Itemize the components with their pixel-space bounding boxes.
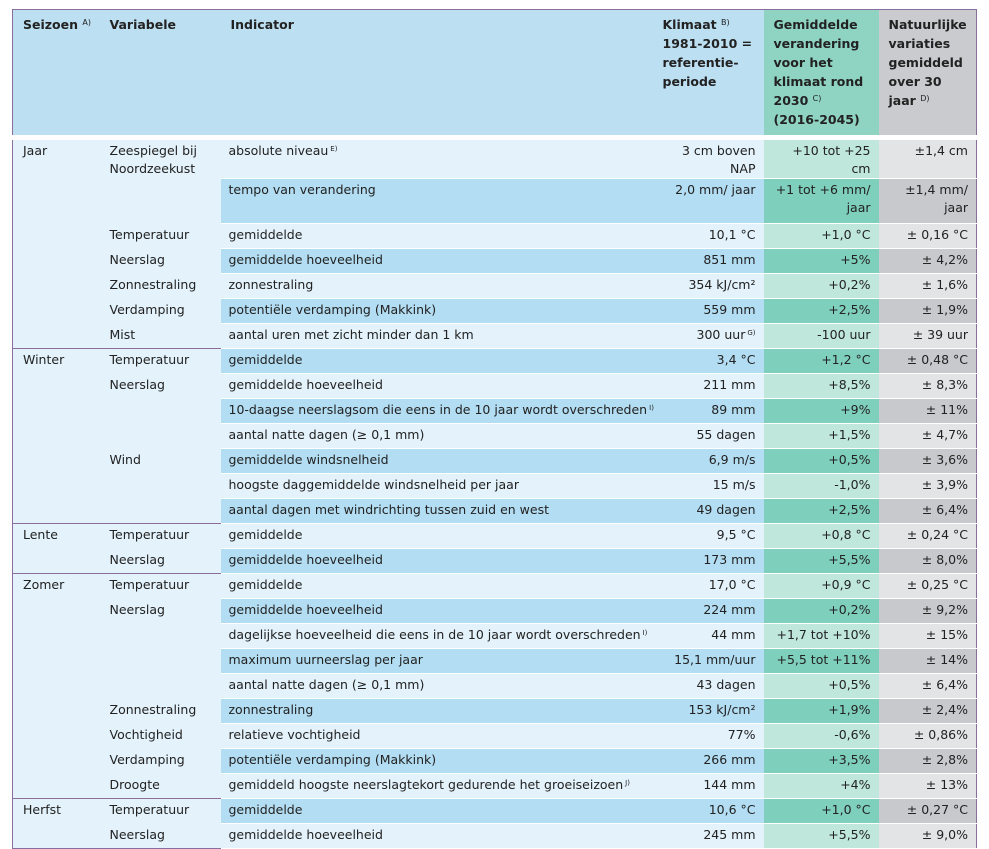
climate-value-cell (653, 499, 764, 524)
header-indicator: Indicator (221, 10, 653, 138)
natural-variation-cell: ± 0,48 °C (879, 349, 977, 374)
header-climate: Klimaat $^{B)}$ 1981-2010 = referentie-periode (653, 10, 764, 138)
change-value-cell: +5% (764, 249, 879, 274)
natural-variation-cell: ± 6,4% (879, 674, 977, 699)
climate-value: 89 mm (711, 402, 756, 417)
indicator-cell (221, 324, 653, 349)
table-row (13, 224, 977, 249)
indicator-cell (221, 474, 653, 499)
table-row (13, 549, 977, 574)
variable-cell: Verdamping (100, 299, 221, 324)
climate-value-cell (653, 399, 764, 424)
indicator-text: aantal natte dagen (≥ 0,1 mm) (228, 677, 425, 692)
change-value-cell: +1,5% (764, 424, 879, 449)
natural-variation-cell: ± 0,25 °C (879, 574, 977, 599)
indicator-cell (221, 574, 653, 599)
header-change: Gemiddelde verandering voor het klimaat rond 2030 $^{C)}$ (2016-2045) (764, 10, 879, 138)
climate-value: 245 mm (703, 827, 756, 842)
climate-value-cell (653, 774, 764, 799)
variable-cell: Neerslag (100, 374, 221, 449)
footnote-marker: I) (642, 629, 648, 637)
natural-variation-cell: ± 2,4% (879, 699, 977, 724)
climate-value-cell (653, 674, 764, 699)
indicator-cell (221, 699, 653, 724)
indicator-cell (221, 674, 653, 699)
change-value-cell: +0,5% (764, 674, 879, 699)
change-value-cell: +9% (764, 399, 879, 424)
climate-value-cell (653, 524, 764, 549)
indicator-cell (221, 274, 653, 299)
table-row (13, 749, 977, 774)
natural-variation-cell: ± 3,9% (879, 474, 977, 499)
climate-value: 49 dagen (696, 502, 756, 517)
variable-cell: Temperatuur (100, 349, 221, 374)
natural-variation-cell: ± 6,4% (879, 499, 977, 524)
season-cell: Zomer (13, 574, 100, 799)
variable-cell: Neerslag (100, 549, 221, 574)
climate-value: 10,1 °C (708, 227, 756, 242)
climate-value: 354 kJ/cm² (688, 277, 756, 292)
change-value-cell: +5,5% (764, 549, 879, 574)
indicator-cell (221, 624, 653, 649)
climate-value: 3 cm boven NAP (681, 143, 756, 176)
indicator-text: gemiddelde hoeveelheid (228, 552, 383, 567)
climate-value-cell (653, 374, 764, 399)
climate-value-cell (653, 449, 764, 474)
change-value-cell: +5,5 tot +11% (764, 649, 879, 674)
change-value-cell: +3,5% (764, 749, 879, 774)
change-value-cell: +0,2% (764, 274, 879, 299)
natural-variation-cell: ± 1,6% (879, 274, 977, 299)
indicator-cell (221, 374, 653, 399)
climate-value-cell (653, 138, 764, 179)
table-row (13, 374, 977, 399)
climate-value: 3,4 °C (716, 352, 756, 367)
natural-variation-cell: ± 15% (879, 624, 977, 649)
indicator-cell (221, 138, 653, 179)
variable-cell: Neerslag (100, 599, 221, 699)
table-row (13, 799, 977, 824)
indicator-cell (221, 349, 653, 374)
indicator-cell (221, 599, 653, 624)
indicator-cell (221, 649, 653, 674)
change-value-cell: +1,7 tot +10% (764, 624, 879, 649)
indicator-cell (221, 549, 653, 574)
indicator-cell (221, 799, 653, 824)
indicator-text: gemiddelde hoeveelheid (228, 602, 383, 617)
variable-cell: Verdamping (100, 749, 221, 774)
climate-value: 559 mm (703, 302, 756, 317)
header-natural: Natuurlijke variaties gemiddeld over 30 jaar $^{D)}$ (879, 10, 977, 138)
climate-value-cell (653, 574, 764, 599)
indicator-cell (221, 399, 653, 424)
indicator-text: zonnestraling (228, 277, 314, 292)
footnote-marker: J) (625, 779, 630, 787)
change-value-cell: +0,5% (764, 449, 879, 474)
natural-variation-cell: ± 8,0% (879, 549, 977, 574)
indicator-text: maximum uurneerslag per jaar (228, 652, 423, 667)
climate-value-cell (653, 299, 764, 324)
climate-value: 2,0 mm/ jaar (675, 182, 756, 197)
natural-variation-cell: ± 0,16 °C (879, 224, 977, 249)
change-value-cell: +1 tot +6 mm/ jaar (764, 179, 879, 224)
header-season: Seizoen $^{A)}$ (13, 10, 100, 138)
indicator-text: gemiddelde (228, 227, 303, 242)
climate-table (12, 9, 977, 849)
climate-value: 851 mm (703, 252, 756, 267)
natural-variation-cell: ± 14% (879, 649, 977, 674)
natural-variation-cell: ± 9,0% (879, 824, 977, 849)
climate-value: 9,5 °C (716, 527, 756, 542)
natural-variation-cell: ± 39 uur (879, 324, 977, 349)
climate-value: 55 dagen (696, 427, 756, 442)
natural-variation-cell: ± 3,6% (879, 449, 977, 474)
indicator-cell (221, 249, 653, 274)
table-row (13, 349, 977, 374)
climate-value: 144 mm (703, 777, 756, 792)
change-value-cell: +2,5% (764, 499, 879, 524)
indicator-text: 10-daagse neerslagsom die eens in de 10 jaar wordt overschreden (228, 402, 648, 417)
change-value-cell: +5,5% (764, 824, 879, 849)
climate-value-cell (653, 349, 764, 374)
variable-cell: Zonnestraling (100, 699, 221, 724)
indicator-cell (221, 424, 653, 449)
natural-variation-cell: ± 0,86% (879, 724, 977, 749)
natural-variation-cell: ± 11% (879, 399, 977, 424)
natural-variation-cell: ±1,4 mm/ jaar (879, 179, 977, 224)
natural-variation-cell: ± 4,7% (879, 424, 977, 449)
climate-value: 43 dagen (696, 677, 756, 692)
climate-value: 15,1 mm/uur (674, 652, 756, 667)
table-row (13, 774, 977, 799)
table-row (13, 599, 977, 624)
natural-variation-cell: ± 1,9% (879, 299, 977, 324)
climate-value-cell (653, 599, 764, 624)
natural-variation-cell: ± 0,24 °C (879, 524, 977, 549)
indicator-text: gemiddelde windsnelheid (228, 452, 389, 467)
climate-value: 6,9 m/s (708, 452, 756, 467)
natural-variation-cell: ± 4,2% (879, 249, 977, 274)
indicator-text: potentiële verdamping (Makkink) (228, 302, 437, 317)
variable-cell: Wind (100, 449, 221, 524)
climate-value-cell (653, 274, 764, 299)
indicator-text: gemiddelde (228, 527, 303, 542)
footnote-marker: E) (330, 145, 338, 153)
climate-value: 17,0 °C (708, 577, 756, 592)
climate-value: 15 m/s (712, 477, 756, 492)
climate-value: 10,6 °C (708, 802, 756, 817)
change-value-cell: +0,9 °C (764, 574, 879, 599)
climate-value-cell (653, 179, 764, 224)
variable-cell: Zeespiegel bij Noordzeekust (100, 138, 221, 224)
table-row (13, 138, 977, 179)
change-value-cell: +1,9% (764, 699, 879, 724)
variable-cell: Temperatuur (100, 224, 221, 249)
indicator-text: zonnestraling (228, 702, 314, 717)
natural-variation-cell: ± 2,8% (879, 749, 977, 774)
climate-value-cell (653, 474, 764, 499)
climate-value-cell (653, 324, 764, 349)
indicator-text: aantal uren met zicht minder dan 1 km (228, 327, 474, 342)
indicator-cell (221, 499, 653, 524)
table-row (13, 524, 977, 549)
variable-cell: Zonnestraling (100, 274, 221, 299)
climate-value: 300 uur (696, 327, 746, 342)
season-cell: Winter (13, 349, 100, 524)
indicator-cell (221, 724, 653, 749)
change-value-cell: +4% (764, 774, 879, 799)
table-row (13, 324, 977, 349)
climate-value: 266 mm (703, 752, 756, 767)
indicator-text: gemiddeld hoogste neerslagtekort gedurende het groeiseizoen (228, 777, 624, 792)
indicator-text: potentiële verdamping (Makkink) (228, 752, 437, 767)
header-variable: Variabele (100, 10, 221, 138)
indicator-cell (221, 524, 653, 549)
variable-cell: Neerslag (100, 249, 221, 274)
footnote-marker: G) (747, 329, 756, 337)
indicator-text: relatieve vochtigheid (228, 727, 361, 742)
natural-variation-cell: ± 13% (879, 774, 977, 799)
change-value-cell: +0,2% (764, 599, 879, 624)
change-value-cell: -100 uur (764, 324, 879, 349)
table-row (13, 249, 977, 274)
change-value-cell: +1,0 °C (764, 799, 879, 824)
change-value-cell: +10 tot +25 cm (764, 138, 879, 179)
indicator-text: gemiddelde (228, 577, 303, 592)
change-value-cell: -1,0% (764, 474, 879, 499)
variable-cell: Temperatuur (100, 799, 221, 824)
climate-value-cell (653, 749, 764, 774)
indicator-text: tempo van verandering (228, 182, 376, 197)
natural-variation-cell: ± 8,3% (879, 374, 977, 399)
climate-value-cell (653, 699, 764, 724)
table-row (13, 274, 977, 299)
climate-value-cell (653, 224, 764, 249)
table-row (13, 699, 977, 724)
indicator-text: gemiddelde (228, 352, 303, 367)
table-row (13, 824, 977, 849)
indicator-text: aantal natte dagen (≥ 0,1 mm) (228, 427, 425, 442)
climate-value-cell (653, 424, 764, 449)
footnote-marker: I) (649, 404, 654, 412)
season-cell: Lente (13, 524, 100, 574)
variable-cell: Droogte (100, 774, 221, 799)
climate-value-cell (653, 249, 764, 274)
change-value-cell: +2,5% (764, 299, 879, 324)
indicator-text: gemiddelde (228, 802, 303, 817)
climate-value-cell (653, 549, 764, 574)
change-value-cell: +1,2 °C (764, 349, 879, 374)
variable-cell: Neerslag (100, 824, 221, 849)
indicator-cell (221, 179, 653, 224)
indicator-cell (221, 224, 653, 249)
table-body (13, 138, 977, 849)
table-row (13, 574, 977, 599)
indicator-text: dagelijkse hoeveelheid die eens in de 10 jaar wordt overschreden (228, 627, 641, 642)
climate-value-cell (653, 624, 764, 649)
season-cell: Jaar (13, 138, 100, 349)
climate-value-cell (653, 799, 764, 824)
variable-cell: Vochtigheid (100, 724, 221, 749)
climate-value: 224 mm (703, 602, 756, 617)
variable-cell: Temperatuur (100, 524, 221, 549)
indicator-cell (221, 774, 653, 799)
climate-value: 173 mm (703, 552, 756, 567)
change-value-cell: +8,5% (764, 374, 879, 399)
indicator-text: gemiddelde hoeveelheid (228, 377, 383, 392)
climate-value: 77% (727, 727, 756, 742)
climate-value-cell (653, 724, 764, 749)
change-value-cell: -0,6% (764, 724, 879, 749)
indicator-cell (221, 299, 653, 324)
table-row (13, 449, 977, 474)
table-row (13, 299, 977, 324)
climate-value-cell (653, 649, 764, 674)
table-row (13, 724, 977, 749)
climate-value: 211 mm (703, 377, 756, 392)
natural-variation-cell: ±1,4 cm (879, 138, 977, 179)
indicator-text: aantal dagen met windrichting tussen zuid en west (228, 502, 549, 517)
climate-value: 44 mm (711, 627, 756, 642)
variable-cell: Temperatuur (100, 574, 221, 599)
indicator-text: absolute niveau (228, 143, 329, 158)
indicator-cell (221, 449, 653, 474)
indicator-cell (221, 749, 653, 774)
indicator-text: gemiddelde hoeveelheid (228, 252, 383, 267)
change-value-cell: +0,8 °C (764, 524, 879, 549)
header-row (13, 10, 977, 138)
variable-cell: Mist (100, 324, 221, 349)
natural-variation-cell: ± 0,27 °C (879, 799, 977, 824)
climate-value-cell (653, 824, 764, 849)
season-cell: Herfst (13, 799, 100, 849)
natural-variation-cell: ± 9,2% (879, 599, 977, 624)
indicator-text: gemiddelde hoeveelheid (228, 827, 383, 842)
indicator-text: hoogste daggemiddelde windsnelheid per jaar (228, 477, 519, 492)
climate-value: 153 kJ/cm² (688, 702, 756, 717)
change-value-cell: +1,0 °C (764, 224, 879, 249)
indicator-cell (221, 824, 653, 849)
